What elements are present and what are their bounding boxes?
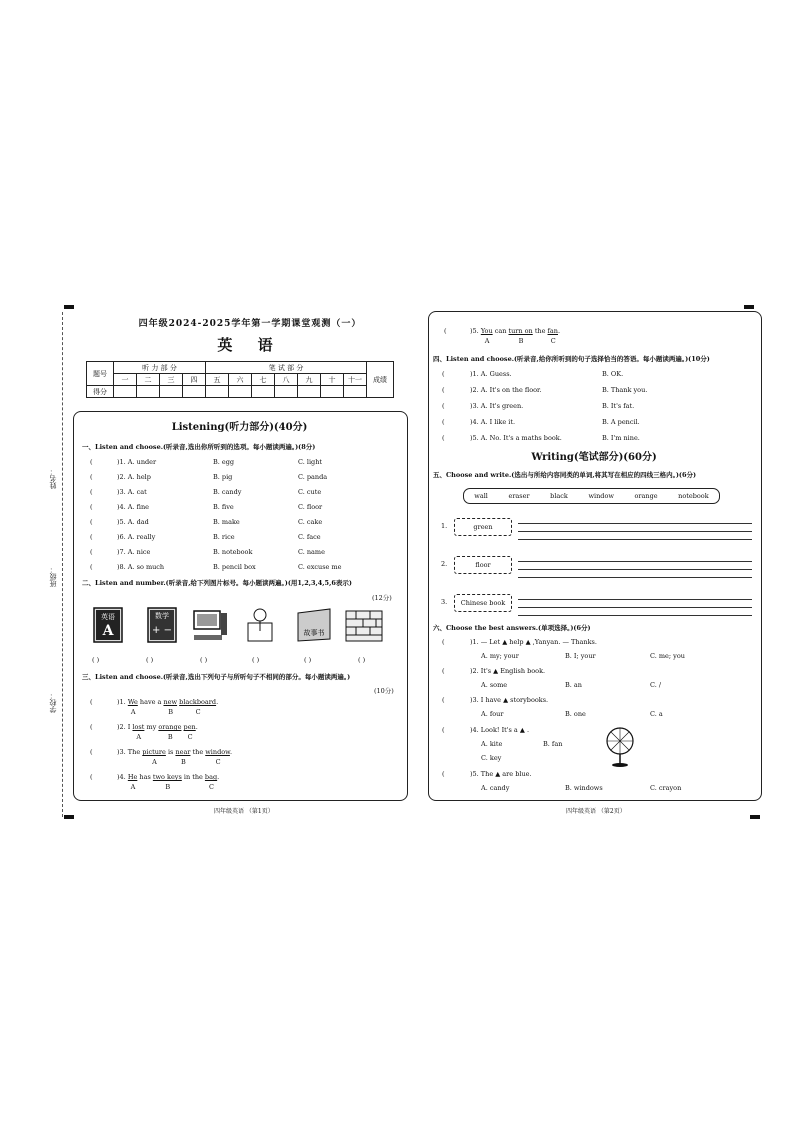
s3-part-b: orange <box>158 723 182 731</box>
computer-picture <box>190 605 230 645</box>
four-line-grid[interactable] <box>518 554 638 578</box>
s3-part-a: He <box>127 773 138 781</box>
s5-heading: 五、Choose and write.(选出与所给内容同类的单词,将其写在相应的四线三格内。)(6分) <box>433 471 697 479</box>
s3-part-c: fan <box>547 327 558 335</box>
s3-post: . <box>558 327 561 335</box>
row-label-score: 得分 <box>87 386 114 398</box>
s5-word-box: Chinese book <box>454 594 512 612</box>
s6-heading: 六、Choose the best answers.(单项选择。)(6分) <box>433 624 591 632</box>
score-cell[interactable] <box>252 386 275 398</box>
s3-mid: has <box>137 773 153 781</box>
four-line-grid[interactable] <box>632 592 752 616</box>
s3-abc-label: B <box>518 337 524 345</box>
s3-part-b: two keys <box>152 773 182 781</box>
s1-option-c: C. floor <box>298 503 323 511</box>
four-line-grid[interactable] <box>518 592 638 616</box>
s6-option-c: C. crayon <box>650 784 682 792</box>
s3-part-b: near <box>175 748 191 756</box>
s4-option-a: )4. A. I like it. <box>470 418 516 426</box>
exam-title: 四年级2024-2025学年第一学期课堂观测（一） <box>138 319 362 329</box>
answer-bracket[interactable]: ( <box>90 698 93 706</box>
s3-abc-label: A <box>152 758 157 766</box>
word-bank-item: window <box>588 492 614 500</box>
s3-part-b: new <box>163 698 178 706</box>
subject-title: 英 语 <box>217 336 283 354</box>
four-line-grid[interactable] <box>518 516 638 540</box>
s3-pre: )4. <box>117 773 128 781</box>
s3-part-b: turn on <box>508 327 533 335</box>
s3-points: (10分) <box>374 687 394 695</box>
s6-option-c: C. key <box>481 754 502 762</box>
answer-bracket[interactable]: ( <box>442 638 445 646</box>
s3-mid: have a <box>137 698 164 706</box>
teacher-picture <box>240 605 280 645</box>
writing-group-label: 笔 试 部 分 <box>206 362 367 374</box>
s3-mid: in the <box>181 773 205 781</box>
s3-abc-label: A <box>130 783 136 791</box>
s3-part-c: pen <box>183 723 196 731</box>
s1-option-a: )3. A. cat <box>117 488 147 496</box>
s3-pre: )3. The <box>117 748 143 756</box>
score-cell[interactable] <box>275 386 298 398</box>
answer-bracket[interactable]: ( <box>90 503 93 511</box>
answer-bracket[interactable]: ( <box>442 696 445 704</box>
page1-footer: 四年级英语 （第1页） <box>214 808 274 815</box>
col-8: 八 <box>275 374 298 386</box>
s6-option-c: C. me; you <box>650 652 685 660</box>
s4-option-b: B. I'm nine. <box>602 434 640 442</box>
answer-bracket[interactable]: ( <box>442 726 445 734</box>
col-1: 一 <box>114 374 137 386</box>
s2-heading: 二、Listen and number.(听录音,给下列图片标号。每小题读两遍。)(用1,2,3,4,5,6表示) <box>82 579 352 587</box>
class-label: 班级： <box>49 566 57 587</box>
s3-mid: is <box>165 748 176 756</box>
s3-abc-label: C <box>550 337 556 345</box>
s3-post: . <box>216 698 219 706</box>
page2-footer: 四年级英语 （第2页） <box>566 808 626 815</box>
listening-group-label: 听 力 部 分 <box>114 362 206 374</box>
score-cell[interactable] <box>298 386 321 398</box>
score-cell[interactable] <box>344 386 367 398</box>
s1-heading: 一、Listen and choose.(听录音,选出你所听到的选项。每小题读两遍。)(8分) <box>82 443 316 451</box>
s6-option-b: B. one <box>565 710 586 718</box>
fan-picture <box>602 726 638 768</box>
answer-bracket[interactable]: ( <box>90 748 93 756</box>
s4-option-a: )1. A. Guess. <box>470 370 512 378</box>
s3-abc-label: A <box>130 708 136 716</box>
s1-option-b: B. notebook <box>213 548 253 556</box>
s3-post: . <box>229 748 233 756</box>
s1-option-a: )6. A. really <box>117 533 156 541</box>
s3-abc-label: B <box>165 783 171 791</box>
s3-abc-label: B <box>167 733 173 741</box>
col-10: 十 <box>321 374 344 386</box>
s1-option-a: )1. A. under <box>117 458 157 466</box>
s1-option-c: C. light <box>298 458 322 466</box>
corner-mark <box>744 305 754 309</box>
s4-option-b: B. It's fat. <box>602 402 635 410</box>
col-9: 九 <box>298 374 321 386</box>
s1-option-a: )4. A. fine <box>117 503 149 511</box>
s5-number: 1. <box>441 522 448 530</box>
s3-part-a: picture <box>142 748 166 756</box>
s1-option-c: C. panda <box>298 473 328 481</box>
picture-answer-bracket[interactable]: ( ) <box>146 656 154 664</box>
s1-option-c: C. excuse me <box>298 563 342 571</box>
s4-option-a: )5. A. No. It's a maths book. <box>470 434 562 442</box>
s6-option-a: A. my; your <box>481 652 519 660</box>
score-cell[interactable] <box>160 386 183 398</box>
s6-question: )2. It's ▲ English book. <box>470 667 546 675</box>
picture-answer-bracket[interactable]: ( ) <box>304 656 312 664</box>
s1-option-b: B. make <box>213 518 240 526</box>
s6-question: )1. — Let ▲ help ▲ ,Yanyan. — Thanks. <box>470 638 597 646</box>
s3-abc-label: C <box>195 708 201 716</box>
s3-part-a: You <box>480 327 493 335</box>
answer-bracket[interactable]: ( <box>442 434 445 442</box>
s6-option-b: B. fan <box>543 740 563 748</box>
s1-option-b: B. pencil box <box>213 563 256 571</box>
svg-text:A: A <box>102 623 114 639</box>
answer-bracket[interactable]: ( <box>90 473 93 481</box>
s1-option-c: C. cake <box>298 518 323 526</box>
s3-abc-label: A <box>136 733 142 741</box>
score-cell[interactable] <box>183 386 206 398</box>
answer-bracket[interactable]: ( <box>90 488 93 496</box>
col-6: 六 <box>229 374 252 386</box>
col-11: 十一 <box>344 374 367 386</box>
s4-option-a: )2. A. It's on the floor. <box>470 386 542 394</box>
answer-bracket[interactable]: ( <box>90 773 93 781</box>
s6-option-c: C. / <box>650 681 662 689</box>
s3-sentence-5 <box>470 327 560 335</box>
col-3: 三 <box>160 374 183 386</box>
s3-part-a: We <box>127 698 138 706</box>
answer-bracket[interactable]: ( <box>90 533 93 541</box>
answer-bracket[interactable]: ( <box>90 548 93 556</box>
s6-option-b: B. an <box>565 681 582 689</box>
score-cell[interactable] <box>229 386 252 398</box>
score-cell[interactable] <box>321 386 344 398</box>
corner-mark <box>750 815 760 819</box>
s4-option-a: )3. A. It's green. <box>470 402 524 410</box>
s3-abc-label: A <box>484 337 490 345</box>
answer-bracket[interactable]: ( <box>90 563 93 571</box>
s2-points: (12分) <box>372 594 392 602</box>
answer-bracket[interactable]: ( <box>90 518 93 526</box>
s1-option-b: B. rice <box>213 533 235 541</box>
answer-bracket[interactable]: ( <box>442 402 445 410</box>
answer-bracket[interactable]: ( <box>442 370 445 378</box>
total-label: 成绩 <box>367 362 394 398</box>
s1-option-c: C. face <box>298 533 321 541</box>
s4-heading: 四、Listen and choose.(听录音,给你所听到的句子选择恰当的答语。每小题读两遍。)(10分) <box>433 355 710 363</box>
answer-bracket[interactable]: ( <box>442 418 445 426</box>
picture-answer-bracket[interactable]: ( ) <box>200 656 208 664</box>
answer-bracket[interactable]: ( <box>442 386 445 394</box>
s3-pre: )2. I <box>117 723 133 731</box>
s6-option-a: A. candy <box>481 784 510 792</box>
s6-option-a: A. four <box>481 710 504 718</box>
s3-sentence <box>117 723 198 731</box>
s6-question: )5. The ▲ are blue. <box>470 770 532 778</box>
s6-option-c: C. a <box>650 710 663 718</box>
s3-post: . <box>195 723 198 731</box>
four-line-grid[interactable] <box>632 516 752 540</box>
answer-bracket[interactable]: ( <box>90 458 93 466</box>
wall-picture <box>344 605 384 645</box>
word-bank-item: black <box>550 492 568 500</box>
score-table <box>86 361 394 398</box>
word-bank-item: notebook <box>678 492 709 500</box>
english-book-label: 英语 <box>101 613 115 621</box>
maths-book-label: 数学 <box>155 612 169 620</box>
s6-option-a: A. kite <box>481 740 503 748</box>
s1-option-b: B. candy <box>213 488 242 496</box>
listening-title: Listening(听力部分)(40分) <box>171 422 308 433</box>
s6-question: )4. Look! It's a ▲ . <box>470 726 530 734</box>
s5-word-box: green <box>454 518 512 536</box>
word-bank-item: eraser <box>508 492 530 500</box>
s1-option-c: C. cute <box>298 488 322 496</box>
s3-post: . <box>217 773 220 781</box>
svg-text:+ −: + − <box>152 625 172 636</box>
s3-mid: my <box>144 723 159 731</box>
s3-part-c: bag <box>204 773 218 781</box>
storybook-picture <box>294 605 334 645</box>
answer-bracket[interactable]: ( <box>444 327 447 335</box>
col-4: 四 <box>183 374 206 386</box>
s5-number: 3. <box>441 598 448 606</box>
s4-option-b: B. OK. <box>602 370 624 378</box>
answer-bracket[interactable]: ( <box>442 770 445 778</box>
s6-option-b: B. I; your <box>565 652 596 660</box>
name-label: 姓名： <box>49 468 57 489</box>
picture-answer-bracket[interactable]: ( ) <box>92 656 100 664</box>
s3-sentence <box>117 748 232 756</box>
score-cell[interactable] <box>114 386 137 398</box>
s3-abc-label: C <box>215 758 221 766</box>
s3-pre: )1. <box>117 698 128 706</box>
picture-answer-bracket[interactable]: ( ) <box>252 656 260 664</box>
s3-heading: 三、Listen and choose.(听录音,选出下列句子与所听句子不相同的部分。每小题读两遍。) <box>82 673 351 681</box>
s3-mid: the <box>532 327 548 335</box>
s3-mid: the <box>190 748 206 756</box>
score-cell[interactable] <box>206 386 229 398</box>
s3-abc-label: C <box>209 783 214 791</box>
corner-mark <box>64 815 74 819</box>
s1-option-a: )5. A. dad <box>117 518 149 526</box>
s1-option-a: )2. A. help <box>117 473 151 481</box>
english-book-picture <box>88 605 128 645</box>
s3-mid: can <box>492 327 509 335</box>
s6-option-b: B. windows <box>565 784 603 792</box>
answer-bracket[interactable]: ( <box>90 723 93 731</box>
s1-option-a: )7. A. nice <box>117 548 151 556</box>
s3-sentence <box>117 773 219 781</box>
s3-part-a: lost <box>132 723 145 731</box>
maths-book-picture <box>142 605 182 645</box>
s3-abc-label: B <box>180 758 186 766</box>
s5-number: 2. <box>441 560 448 568</box>
s1-option-a: )8. A. so much <box>117 563 165 571</box>
s1-option-b: B. egg <box>213 458 235 466</box>
storybook-label: 故事书 <box>303 629 325 637</box>
four-line-grid[interactable] <box>632 554 752 578</box>
s3-part-c: window <box>205 748 230 756</box>
s1-option-b: B. five <box>213 503 234 511</box>
school-label: 学校： <box>49 692 57 713</box>
word-bank-item: orange <box>634 492 658 500</box>
col-7: 七 <box>252 374 275 386</box>
s1-option-b: B. pig <box>213 473 233 481</box>
s3-pre: )5. <box>470 327 481 335</box>
answer-bracket[interactable]: ( <box>442 667 445 675</box>
corner-mark <box>64 305 74 309</box>
s3-part-c: blackboard <box>179 698 217 706</box>
s3-abc-label: B <box>168 708 174 716</box>
picture-answer-bracket[interactable]: ( ) <box>358 656 366 664</box>
s3-sentence <box>117 698 218 706</box>
row-label-question: 题号 <box>87 362 114 386</box>
s6-option-a: A. some <box>481 681 508 689</box>
writing-title: Writing(笔试部分)(60分) <box>531 452 657 463</box>
score-cell[interactable] <box>137 386 160 398</box>
binding-line <box>62 312 63 817</box>
s6-question: )3. I have ▲ storybooks. <box>470 696 549 704</box>
s1-option-c: C. name <box>298 548 325 556</box>
col-5: 五 <box>206 374 229 386</box>
word-bank-item: wall <box>474 492 488 500</box>
s5-word-box: floor <box>454 556 512 574</box>
s4-option-b: B. A pencil. <box>602 418 640 426</box>
col-2: 二 <box>137 374 160 386</box>
word-bank <box>463 488 720 504</box>
s3-abc-label: C <box>187 733 193 741</box>
s4-option-b: B. Thank you. <box>602 386 648 394</box>
